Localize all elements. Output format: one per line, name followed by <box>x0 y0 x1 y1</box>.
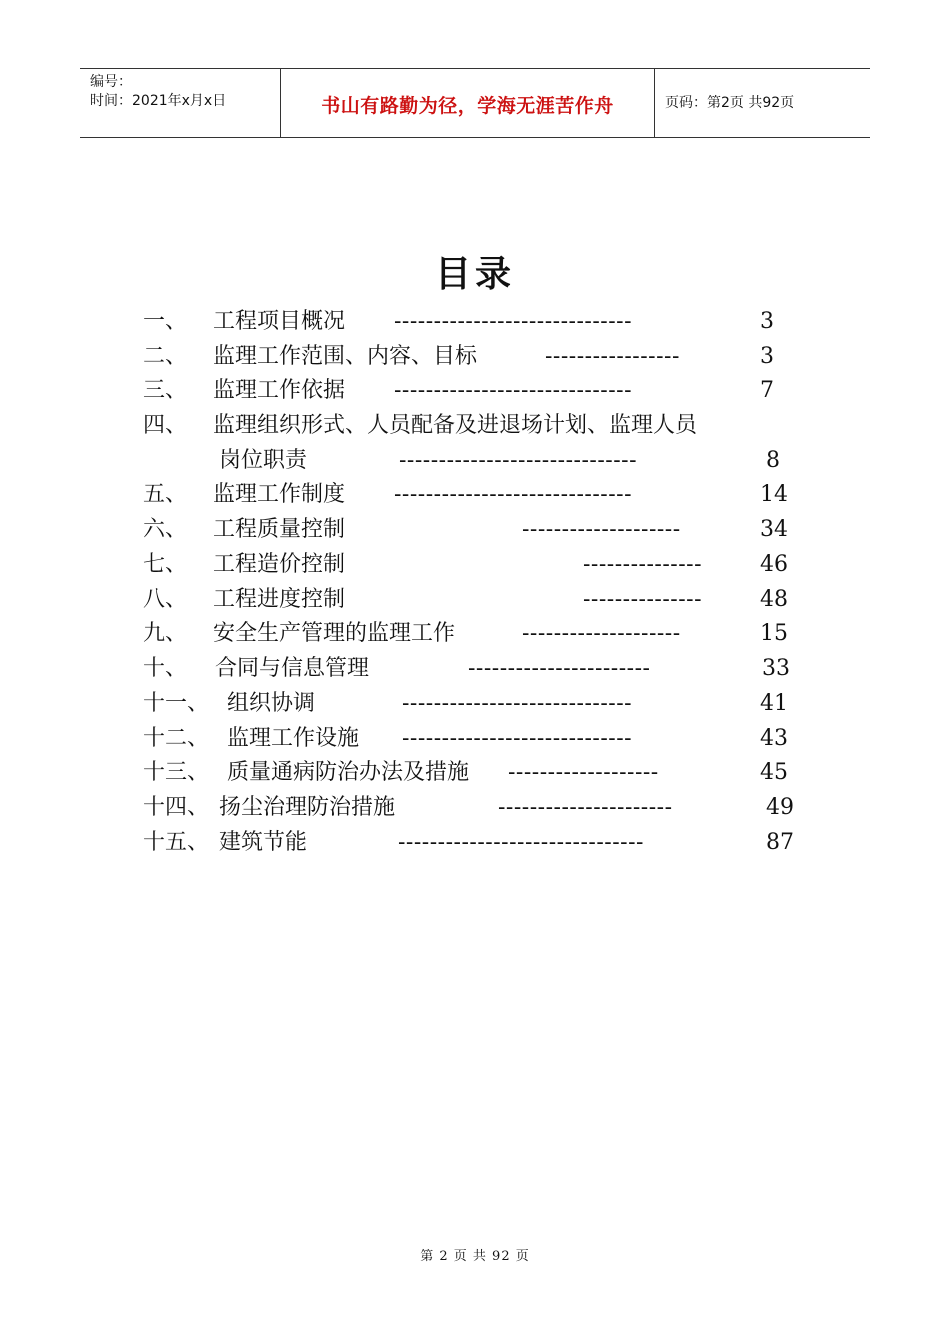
toc-entry-leader: ----------------- <box>545 344 680 369</box>
toc-entry-number: 三、 <box>143 378 188 403</box>
toc-entry-page: 7 <box>760 378 774 403</box>
toc-entry-number: 八、 <box>143 587 188 612</box>
toc-entry-leader: -------------------- <box>522 621 681 646</box>
document-header <box>80 68 870 138</box>
toc-entry-title: 建筑节能 <box>219 830 308 855</box>
toc-entry-page: 8 <box>766 448 780 473</box>
toc-entry-number: 十二、 <box>143 726 210 751</box>
toc-entry-page: 34 <box>760 517 788 542</box>
toc-entry-number: 四、 <box>143 413 188 438</box>
toc-entry-title: 监理工作设施 <box>227 726 360 751</box>
toc-entry-leader: ----------------------------- <box>402 691 633 716</box>
toc-entry-page: 3 <box>760 344 774 369</box>
toc-entry-number: 六、 <box>143 517 188 542</box>
toc-entry-leader: --------------- <box>583 587 703 612</box>
toc-entry-title: 监理工作范围、内容、目标 <box>213 344 478 369</box>
document-time-label: 时间：2021年x月x日 <box>90 93 227 109</box>
toc-entry-leader: ------------------------------ <box>399 448 638 473</box>
toc-entry-number: 十三、 <box>143 760 210 785</box>
toc-entry-title: 安全生产管理的监理工作 <box>213 621 456 646</box>
toc-entry-title: 监理工作依据 <box>213 378 346 403</box>
toc-entry-title: 工程造价控制 <box>213 552 346 577</box>
toc-entry-page: 3 <box>760 309 774 334</box>
toc-entry-leader: ----------------------- <box>468 656 651 681</box>
toc-entry-leader: ------------------- <box>508 760 659 785</box>
header-meta-cell <box>80 69 281 137</box>
toc-entry-page: 49 <box>766 795 794 820</box>
toc-entry-page: 46 <box>760 552 788 577</box>
toc-entry-title: 工程进度控制 <box>213 587 346 612</box>
toc-entry-page: 33 <box>762 656 790 681</box>
toc-entry-number: 九、 <box>143 621 188 646</box>
document-number-label: 编号： <box>90 74 132 90</box>
toc-entry-leader: ----------------------------- <box>402 726 633 751</box>
toc-entry-number: 七、 <box>143 552 188 577</box>
toc-entry-number: 二、 <box>143 344 188 369</box>
toc-entry-title: 工程项目概况 <box>213 309 346 334</box>
toc-entry-title: 工程质量控制 <box>213 517 346 542</box>
toc-entry-page: 41 <box>760 691 788 716</box>
header-motto-cell <box>281 69 655 137</box>
toc-entry-number: 十四、 <box>143 795 210 820</box>
page-footer: 第 2 页 共 92 页 <box>420 1249 530 1264</box>
toc-entry-page: 15 <box>760 621 788 646</box>
toc-entry-leader: --------------- <box>583 552 703 577</box>
header-motto: 书山有路勤为径，学海无涯苦作舟 <box>321 95 614 117</box>
toc-entry-number: 五、 <box>143 482 188 507</box>
toc-entry-page: 87 <box>766 830 794 855</box>
toc-entry-title: 质量通病防治办法及措施 <box>227 760 470 785</box>
toc-entry-leader: ------------------------------ <box>394 482 633 507</box>
toc-entry-page: 43 <box>760 726 788 751</box>
toc-entry-title: 合同与信息管理 <box>215 656 370 681</box>
header-page-cell <box>655 69 870 137</box>
toc-entry-title: 扬尘治理防治措施 <box>219 795 396 820</box>
toc-entry-number: 十一、 <box>143 691 210 716</box>
toc-entry-leader: ------------------------------ <box>394 309 633 334</box>
header-page-label: 页码：第2页 共92页 <box>665 95 795 111</box>
toc-entry-leader: ------------------------------ <box>394 378 633 403</box>
toc-entry-page: 14 <box>760 482 788 507</box>
toc-entry-title: 岗位职责 <box>219 448 308 473</box>
toc-entry-number: 一、 <box>143 309 188 334</box>
toc-entry-leader: -------------------- <box>522 517 681 542</box>
toc-entry-title: 监理工作制度 <box>213 482 346 507</box>
toc-entry-leader: ------------------------------- <box>398 830 644 855</box>
page-title: 目录 <box>434 254 515 295</box>
toc-entry-page: 45 <box>760 760 788 785</box>
toc-entry-leader: ---------------------- <box>498 795 673 820</box>
toc-entry-page: 48 <box>760 587 788 612</box>
toc-entry-title: 组织协调 <box>227 691 316 716</box>
toc-entry-number: 十五、 <box>143 830 210 855</box>
toc-entry-title: 监理组织形式、人员配备及进退场计划、监理人员 <box>213 413 698 438</box>
toc-entry-number: 十、 <box>143 656 188 681</box>
